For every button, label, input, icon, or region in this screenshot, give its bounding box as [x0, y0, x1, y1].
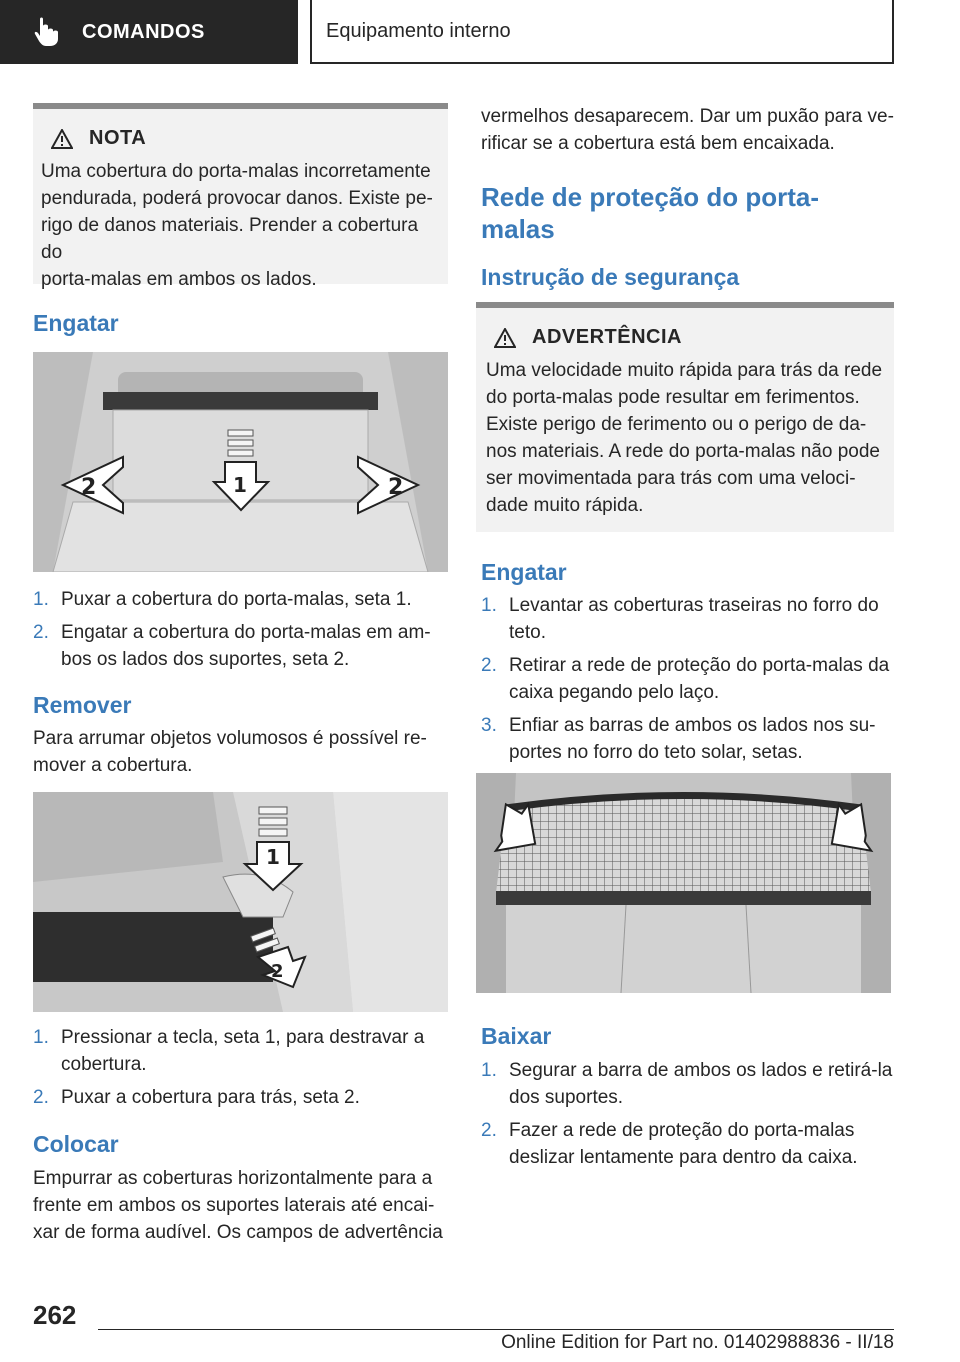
- arrow-label: 2: [81, 475, 97, 500]
- list-item: 1. Puxar a cobertura do porta-malas, seta 1.: [33, 589, 412, 610]
- chapter-title: Equipamento interno: [310, 0, 894, 64]
- remover-text: Para arrumar objetos volumosos é possível re- mover a cobertura.: [33, 728, 427, 776]
- list-item: 1. Segurar a barra de ambos os lados e retirá-la dos suportes.: [481, 1060, 893, 1108]
- page-number: 262: [33, 1300, 77, 1330]
- warning-text: Uma velocidade muito rápida para trás da rede do porta-malas pode resultar em ferimentos. Existe perigo de ferimento ou o perigo de da- nos materiais. A rede do porta-malas não pode ser movimentada para trás com uma veloci- dade muito rápida.: [486, 360, 883, 516]
- cargo-net-figure: [476, 773, 891, 993]
- note-box: [33, 103, 448, 290]
- safety-heading: Instrução de segurança: [481, 264, 740, 290]
- cover-release-figure: [33, 792, 448, 1012]
- warning-box: [476, 302, 894, 532]
- warning-title: ADVERTÊNCIA: [532, 326, 682, 348]
- main-heading: Rede de proteção do porta- malas: [481, 182, 820, 244]
- arrow-label: 1: [233, 473, 247, 497]
- note-text: Uma cobertura do porta-malas incorretamente pendurada, poderá provocar danos. Existe pe- rigo de danos materiais. Prender a cobertura do porta-malas em ambos os lados.: [41, 161, 433, 290]
- engatar-heading-right: Engatar: [481, 559, 567, 585]
- engatar-heading-left: Engatar: [33, 310, 119, 336]
- list-item: 3. Enfiar as barras de ambos os lados nos su- portes no forro do teto solar, setas.: [481, 715, 876, 763]
- arrow-label: 2: [388, 475, 404, 500]
- warning-triangle-icon: [51, 129, 73, 149]
- continued-text: vermelhos desaparecem. Dar um puxão para ve- rificar se a cobertura está bem encaixada.: [481, 106, 894, 154]
- list-item: 2. Puxar a cobertura para trás, seta 2.: [33, 1087, 360, 1108]
- trunk-cover-figure: [33, 352, 448, 572]
- list-item: 1. Pressionar a tecla, seta 1, para destravar a cobertura.: [33, 1027, 425, 1075]
- arrow-label: 1: [266, 845, 280, 869]
- baixar-steps: [481, 1057, 894, 1177]
- edition-text: Online Edition for Part no. 01402988836 - II/18: [501, 1332, 894, 1353]
- engatar-steps-right: [481, 592, 894, 772]
- note-title: NOTA: [89, 127, 147, 149]
- list-item: 2. Engatar a cobertura do porta-malas em am- bos os lados dos suportes, seta 2.: [33, 622, 431, 670]
- footer-divider: [98, 1329, 894, 1330]
- engatar-steps-left: [33, 586, 448, 679]
- warning-triangle-icon: [494, 328, 516, 348]
- colocar-heading: Colocar: [33, 1131, 119, 1157]
- arrow-label: 2: [271, 961, 284, 982]
- list-item: 2. Fazer a rede de proteção do porta-malas deslizar lentamente para dentro da caixa.: [481, 1120, 858, 1168]
- section-tab: [0, 0, 298, 64]
- remover-heading: Remover: [33, 692, 132, 718]
- list-item: 1. Levantar as coberturas traseiras no forro do teto.: [481, 595, 879, 643]
- list-item: 2. Retirar a rede de proteção do porta-malas da caixa pegando pelo laço.: [481, 655, 890, 703]
- baixar-heading: Baixar: [481, 1023, 552, 1049]
- colocar-text: Empurrar as coberturas horizontalmente para a frente em ambos os suportes laterais até encai- xar de forma audível. Os campos de advertência: [33, 1168, 443, 1243]
- section-label: COMANDOS: [82, 20, 205, 43]
- hand-pointer-icon: [34, 12, 74, 52]
- remover-steps: [33, 1024, 448, 1117]
